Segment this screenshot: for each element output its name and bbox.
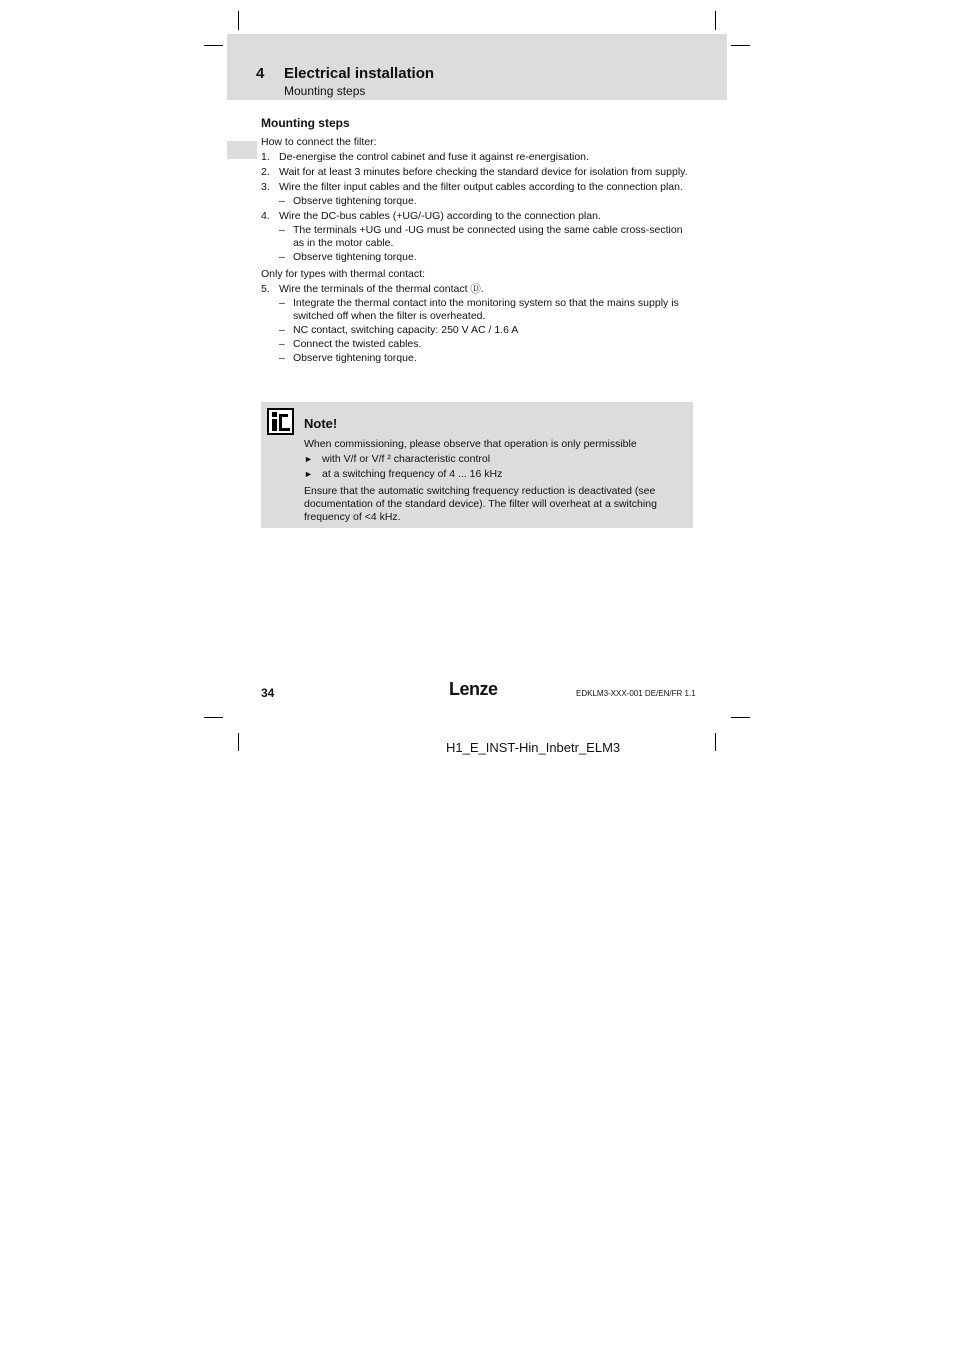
dash-glyph: – bbox=[279, 338, 285, 350]
crop-mark bbox=[715, 733, 716, 751]
chapter-subtitle: Mounting steps bbox=[284, 84, 366, 98]
sub-text: Observe tightening torque. bbox=[293, 251, 417, 263]
sub-text: The terminals +UG und -UG must be connected using the same cable cross-section as in the motor cable. bbox=[293, 224, 683, 249]
step-text: Wait for at least 3 minutes before checking the standard device for isolation from supply. bbox=[279, 166, 688, 178]
step-text: Wire the terminals of the thermal contact Ⓓ. bbox=[279, 283, 484, 295]
sub-text: NC contact, switching capacity: 250 V AC / 1.6 A bbox=[293, 324, 519, 336]
instructions bbox=[261, 136, 693, 365]
step-number: 2. bbox=[261, 166, 270, 178]
arrow-icon: ► bbox=[304, 469, 313, 479]
step-number: 1. bbox=[261, 151, 270, 163]
crop-mark bbox=[731, 717, 750, 718]
sub-item bbox=[261, 224, 693, 250]
section-title: Mounting steps bbox=[261, 116, 350, 130]
crop-mark bbox=[204, 45, 223, 46]
chapter-number: 4 bbox=[256, 65, 265, 82]
crop-mark bbox=[715, 11, 716, 30]
step-item bbox=[261, 151, 693, 164]
dash-glyph: – bbox=[279, 224, 285, 236]
sub-text: Connect the twisted cables. bbox=[293, 338, 422, 350]
note-body bbox=[304, 438, 686, 524]
dash-glyph: – bbox=[279, 195, 285, 207]
note-bullet bbox=[304, 468, 686, 481]
step-item bbox=[261, 181, 693, 194]
page-number: 34 bbox=[261, 686, 275, 700]
sub-text: Integrate the thermal contact into the monitoring system so that the mains supply is switched off when the filter is overheated. bbox=[293, 297, 679, 322]
sub-item bbox=[261, 352, 693, 365]
crop-mark bbox=[238, 733, 239, 751]
sub-text: Observe tightening torque. bbox=[293, 195, 417, 207]
sub-item bbox=[261, 338, 693, 351]
arrow-icon: ► bbox=[304, 454, 313, 464]
bullet-text: with V/f or V/f ² characteristic control bbox=[322, 453, 491, 465]
note-box bbox=[261, 402, 693, 528]
note-title: Note! bbox=[304, 416, 338, 431]
step-item bbox=[261, 166, 693, 179]
note-closing: Ensure that the automatic switching frequency reduction is deactivated (see documentation of the standard device). The filter will overheat at a switching frequency of <4 kHz. bbox=[304, 485, 657, 523]
side-tab bbox=[227, 141, 257, 159]
chapter-title: Electrical installation bbox=[284, 65, 435, 82]
step-item bbox=[261, 283, 693, 296]
info-icon bbox=[267, 408, 294, 435]
sub-item bbox=[261, 324, 693, 337]
bullet-text: at a switching frequency of 4 ... 16 kHz bbox=[322, 468, 503, 480]
step-text: De-energise the control cabinet and fuse it against re-energisation. bbox=[279, 151, 589, 163]
step-number: 3. bbox=[261, 181, 270, 193]
thermal-intro: Only for types with thermal contact: bbox=[261, 268, 425, 280]
step-item bbox=[261, 210, 693, 223]
sub-text: Observe tightening torque. bbox=[293, 352, 417, 364]
note-intro: When commissioning, please observe that operation is only permissible bbox=[304, 438, 637, 450]
dash-glyph: – bbox=[279, 297, 285, 309]
intro-text: How to connect the filter: bbox=[261, 136, 377, 148]
crop-mark bbox=[238, 11, 239, 30]
step-number: 4. bbox=[261, 210, 270, 222]
crop-mark bbox=[204, 717, 223, 718]
dash-glyph: – bbox=[279, 251, 285, 263]
document-id: EDKLM3-XXX-001 DE/EN/FR 1.1 bbox=[576, 689, 696, 698]
step-text: Wire the filter input cables and the filter output cables according to the connection plan. bbox=[279, 181, 683, 193]
step-text: Wire the DC-bus cables (+UG/-UG) according to the connection plan. bbox=[279, 210, 601, 222]
note-bullet bbox=[304, 453, 686, 466]
file-name: H1_E_INST-Hin_Inbetr_ELM3 bbox=[446, 740, 621, 755]
sub-item bbox=[261, 195, 693, 208]
lenze-logo: Lenze bbox=[449, 679, 498, 699]
sub-item bbox=[261, 297, 693, 323]
crop-mark bbox=[731, 45, 750, 46]
step-number: 5. bbox=[261, 283, 270, 295]
dash-glyph: – bbox=[279, 324, 285, 336]
sub-item bbox=[261, 251, 693, 264]
dash-glyph: – bbox=[279, 352, 285, 364]
